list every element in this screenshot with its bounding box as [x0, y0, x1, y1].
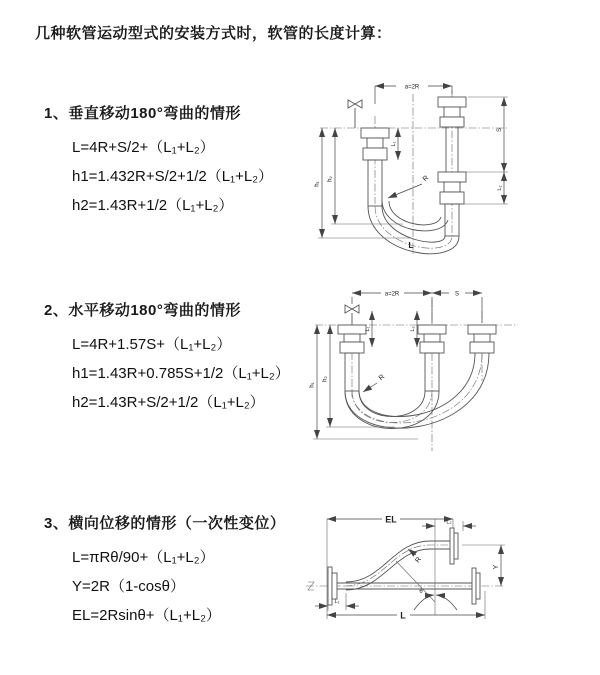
radius-label: R	[421, 174, 431, 184]
dim-label-l1: L₁	[391, 141, 397, 147]
dim-label-l1: L₁	[365, 326, 371, 332]
section-2-heading: 2、水平移动180°弯曲的情形	[44, 302, 241, 319]
dim-label-l2: L₂	[497, 185, 503, 191]
diagram-horizontal-180-bend	[303, 281, 538, 466]
angle-theta-label: θ	[419, 589, 423, 595]
section-vertical-movement	[44, 102, 324, 220]
section-horizontal-movement	[44, 299, 324, 417]
dim-label-l: L	[400, 610, 406, 621]
formula-h2: h2=1.43R+1/2（L₁+L₂）	[72, 197, 234, 214]
dim-label-l1: L₁	[334, 599, 340, 605]
formula-length: L=4R+1.57S+（L₁+L₂）	[72, 336, 232, 353]
valve-icon	[345, 305, 359, 325]
dim-label-s: S	[497, 127, 503, 133]
centerlines	[315, 299, 518, 451]
dim-label-h2: h₂	[322, 376, 329, 382]
dimensions	[315, 514, 505, 621]
dim-label-h1: h₁	[314, 181, 321, 187]
formula-h1: h1=1.432R+S/2+1/2（L₁+L₂）	[72, 168, 274, 185]
dimensions	[315, 85, 509, 251]
diagram-lateral-displacement	[298, 503, 598, 658]
formula-length: L=πRθ/90+（L₁+L₂）	[72, 549, 215, 566]
diagram-vertical-180-bend	[308, 70, 543, 260]
radius-label: R	[414, 556, 424, 565]
dim-label-el: EL	[385, 514, 397, 525]
dim-label-h2: h₂	[327, 176, 334, 182]
dim-label-l2: L₂	[410, 326, 416, 332]
length-label: L	[408, 240, 414, 250]
formula-h1: h1=1.43R+0.785S+1/2（L₁+L₂）	[72, 365, 290, 382]
section-lateral-displacement	[44, 512, 324, 630]
section-3-heading: 3、横向位移的情形（一次性变位）	[44, 515, 286, 532]
dim-label-y: Y	[493, 564, 500, 570]
dim-label-l2: L₂	[446, 519, 452, 526]
valve-icon	[348, 100, 362, 128]
hose-drawing	[361, 97, 466, 254]
formula-h2: h2=1.43R+S/2+1/2（L₁+L₂）	[72, 394, 265, 411]
dim-label-s: S	[454, 291, 460, 298]
formula-length: L=4R+S/2+（L₁+L₂）	[72, 139, 215, 156]
page-title: 几种软管运动型式的安装方式时，软管的长度计算：	[35, 25, 392, 42]
dim-label-h1: h₁	[309, 382, 316, 388]
section-1-heading: 1、垂直移动180°弯曲的情形	[44, 105, 241, 122]
formula-y: Y=2R（1-cosθ）	[72, 578, 185, 595]
dim-label-a2r: a=2R	[404, 84, 420, 91]
formula-el: EL=2Rsinθ+（L₁+L₂）	[72, 607, 221, 624]
radius-label: R	[377, 373, 387, 383]
dim-label-a2r: a=2R	[384, 291, 400, 298]
